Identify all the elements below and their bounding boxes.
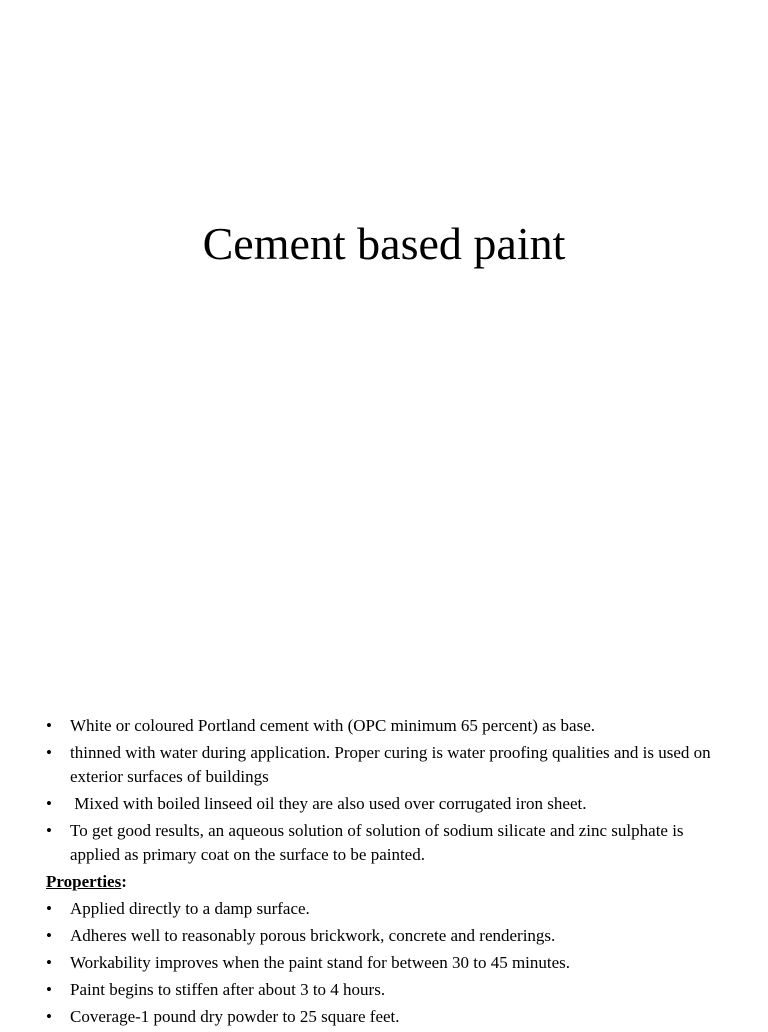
list-item [46,714,736,738]
list-item-text: Workability improves when the paint stand for between 30 to 45 minutes. [70,953,571,972]
bullet-icon: • [46,716,52,735]
list-item-text: Paint begins to stiffen after about 3 to 4 hours. [70,980,386,999]
list-item-text: To get good results, an aqueous solution of solution of sodium silicate and zinc sulphate is applied as primary coat on the surface to be painted. [70,821,684,864]
list-item [46,951,736,975]
intro-bullet-list [46,714,736,867]
list-item [46,978,736,1002]
bullet-icon: • [46,953,52,972]
list-item [46,819,736,867]
bullet-icon: • [46,821,52,840]
bullet-icon: • [46,743,52,762]
bullet-icon: • [46,794,52,813]
bullet-icon: • [46,1007,52,1026]
list-item-text: thinned with water during application. Proper curing is water proofing qualities and is used on exterior surfaces of buildings [70,743,711,786]
list-item-text: Applied directly to a damp surface. [70,899,310,918]
bullet-icon: • [46,926,52,945]
list-item [46,924,736,948]
list-item [46,792,736,816]
content-body [46,714,736,1032]
list-item [46,1005,736,1029]
list-item-text: Coverage-1 pound dry powder to 25 square feet. [70,1007,400,1026]
properties-heading-text: Properties [46,872,122,891]
bullet-icon: • [46,899,52,918]
properties-heading [46,870,736,894]
bullet-icon: • [46,980,52,999]
list-item-text: Mixed with boiled linseed oil they are also used over corrugated iron sheet. [70,794,587,813]
list-item-text: Adheres well to reasonably porous brickwork, concrete and renderings. [70,926,556,945]
properties-bullet-list [46,897,736,1029]
list-item [46,741,736,789]
list-item [46,897,736,921]
properties-heading-colon: : [121,872,127,891]
list-item-text: White or coloured Portland cement with (OPC minimum 65 percent) as base. [70,716,595,735]
page-title: Cement based paint [202,218,566,269]
